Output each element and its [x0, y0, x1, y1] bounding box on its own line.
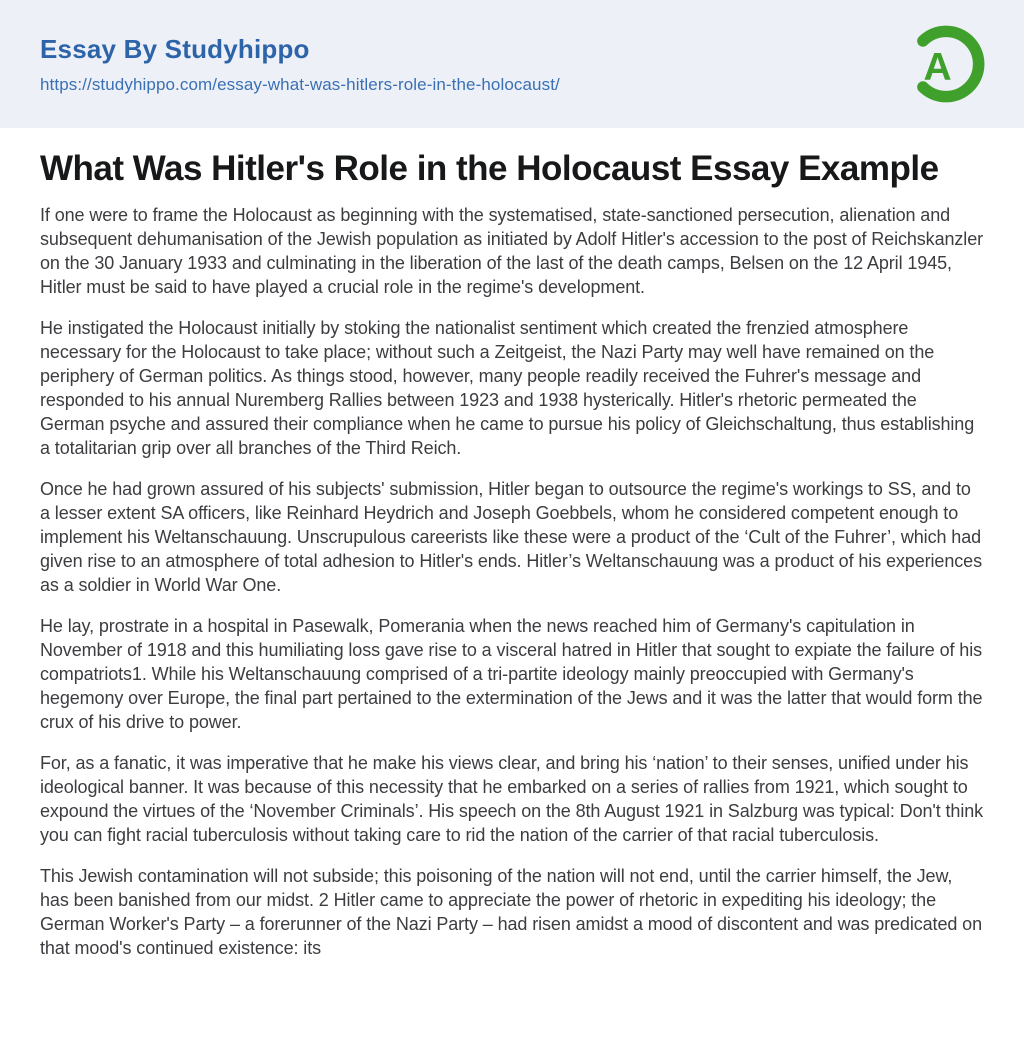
studyhippo-logo-icon — [906, 24, 986, 104]
article-container — [0, 128, 1024, 960]
essay-source-link[interactable]: https://studyhippo.com/essay-what-was-hitlers-role-in-the-holocaust/ — [40, 74, 560, 94]
essay-paragraph: He instigated the Holocaust initially by stoking the nationalist sentiment which created the frenzied atmosphere necessary for the Holocaust to take place; without such a Zeitgeist, the Nazi Party may well have remained on the periphery of German politics. As things stood, however, many people readily received the Fuhrer's message and responded to his annual Nuremberg Rallies between 1923 and 1938 hysterically. Hitler's rhetoric permeated the German psyche and assured their compliance when he came to pursue his policy of Gleichschaltung, thus establishing a totalitarian grip over all branches of the Third Reich. — [40, 318, 975, 459]
essay-paragraph: This Jewish contamination will not subside; this poisoning of the nation will not end, until the carrier himself, the Jew, has been banished from our midst. 2 Hitler came to appreciate the power of rhetoric in expediting his ideology; the German Worker's Party – a forerunner of the Nazi Party – had risen amidst a mood of discontent and was predicated on that mood's continued existence: its — [40, 866, 982, 959]
header-text-block — [40, 34, 560, 95]
essay-paragraph: If one were to frame the Holocaust as beginning with the systematised, state-sanctioned persecution, alienation and subsequent dehumanisation of the Jewish population as initiated by Adolf Hitler's accession to the post of Reichskanzler on the 30 January 1933 and culminating in the liberation of the last of the death camps, Belsen on the 12 April 1945, Hitler must be said to have played a crucial role in the regime's development. — [40, 205, 984, 298]
article-title: What Was Hitler's Role in the Holocaust Essay Example — [40, 149, 939, 188]
logo-letter: A — [923, 45, 952, 89]
essay-paragraph: For, as a fanatic, it was imperative that he make his views clear, and bring his ‘nation’ to their senses, unified under his ideological banner. It was because of this necessity that he embarked on a series of rallies from 1921, which sought to expound the virtues of the ‘November Criminals’. His speech on the 8th August 1921 in Salzburg was typical: Don't think you can fight racial tuberculosis without taking care to rid the nation of the carrier of that racial tuberculosis. — [40, 753, 984, 846]
essay-paragraph: He lay, prostrate in a hospital in Pasewalk, Pomerania when the news reached him of Germany's capitulation in November of 1918 and this humiliating loss gave rise to a visceral hatred in Hitler that sought to expiate the failure of his compatriots1. While his Weltanschauung comprised of a tri-partite ideology mainly preoccupied with Germany's hegemony over Europe, the final part pertained to the extermination of the Jews and it was the latter that would form the crux of his drive to power. — [40, 616, 983, 733]
header-title: Essay By Studyhippo — [40, 33, 310, 64]
page-header — [0, 0, 1024, 128]
essay-body — [40, 203, 984, 960]
essay-paragraph: Once he had grown assured of his subjects' submission, Hitler began to outsource the regime's workings to SS, and to a lesser extent SA officers, like Reinhard Heydrich and Joseph Goebbels, whom he considered competent enough to implement his Weltanschauung. Unscrupulous careerists like these were a product of the ‘Cult of the Fuhrer’, which had given rise to an atmosphere of total adhesion to Hitler's ends. Hitler’s Weltanschauung was a product of his experiences as a soldier in World War One. — [40, 479, 982, 596]
